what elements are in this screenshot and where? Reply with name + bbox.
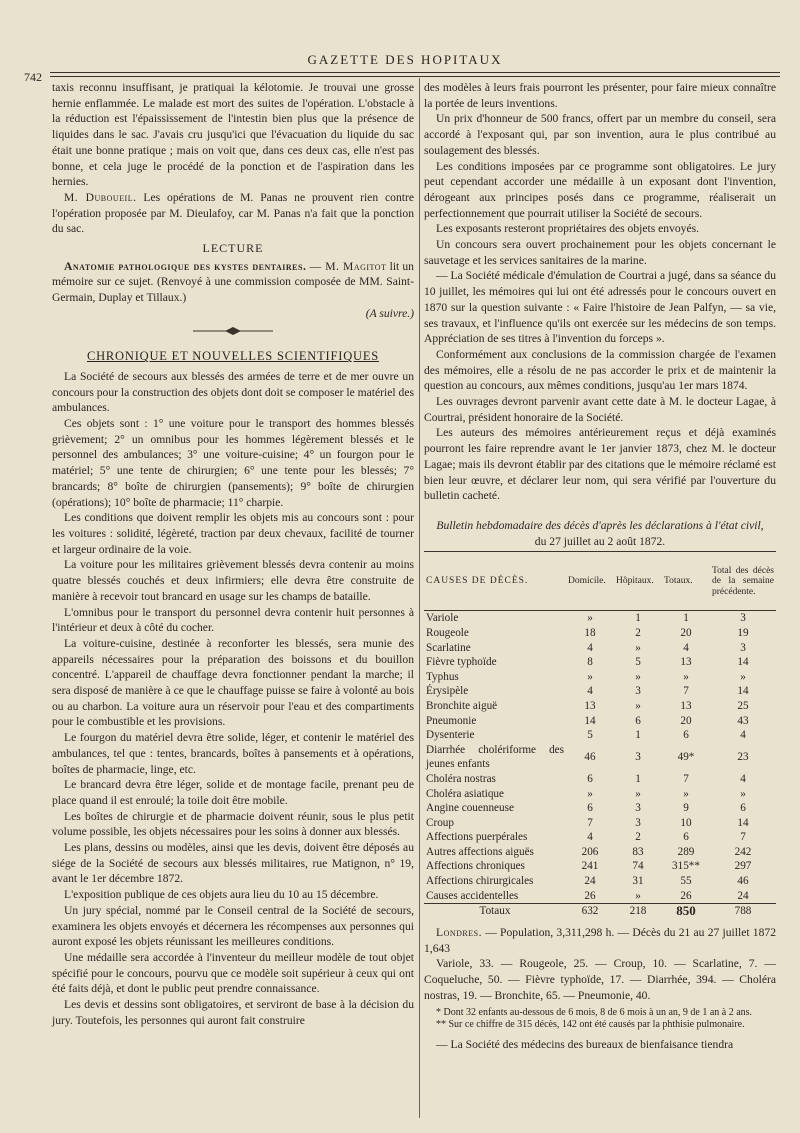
footnote: ** Sur ce chiffre de 315 décès, 142 ont été causés par la phthisie pulmonaire. xyxy=(436,1019,745,1031)
page-number: 742 xyxy=(24,70,42,84)
table-total-row xyxy=(424,904,776,919)
table-row xyxy=(424,655,776,670)
table-cell: 1 xyxy=(683,612,689,625)
paragraph: des modèles à leurs frais pourront les présenter, pour faire mieux connaître la portée de leurs inventions. xyxy=(424,81,776,110)
table-cell: 19 xyxy=(737,626,749,639)
paragraph: Une médaille sera accordée à l'inventeur du meilleur modèle de tout objet spécifié pour le concours, pourvu que ce modèle soit supérieur à ceux qui ont été faits déjà, et dont le public peut prendre connaissance. xyxy=(52,950,414,996)
table-cell: » xyxy=(587,787,593,800)
table-cell: Affections chirurgicales xyxy=(426,875,534,888)
running-header xyxy=(40,52,770,72)
table-cell: 20 xyxy=(680,626,692,639)
table-cell: 3 xyxy=(740,641,746,654)
footnote: * Dont 32 enfants au-dessous de 6 mois, 8 de 6 mois à un an, 9 de 1 an à 2 ans. xyxy=(436,1007,753,1019)
table-cell: 1 xyxy=(635,612,641,625)
table-cell: Affections chroniques xyxy=(426,860,525,873)
table-cell: 850 xyxy=(662,904,710,919)
right-column xyxy=(424,80,776,1053)
table-cell: 3 xyxy=(740,612,746,625)
lecture-title: Anatomie pathologique des kystes dentaires. xyxy=(64,259,307,273)
table-cell: 9 xyxy=(683,802,689,815)
table-row xyxy=(424,670,776,685)
table-row xyxy=(424,714,776,729)
table-cell: 6 xyxy=(587,772,593,785)
table-cell: Scarlatine xyxy=(426,641,471,654)
table-row xyxy=(424,699,776,714)
table-cell: 6 xyxy=(683,831,689,844)
paragraph-londres xyxy=(424,925,776,956)
table-row xyxy=(424,801,776,816)
bulletin-date: du 27 juillet au 2 août 1872. xyxy=(534,534,666,548)
city-label: Londres. xyxy=(436,925,482,939)
table-cell: 7 xyxy=(587,816,593,829)
paragraph xyxy=(52,259,414,306)
table-cell: 26 xyxy=(680,889,692,902)
table-cell: 6 xyxy=(683,729,689,742)
table-cell: 2 xyxy=(635,831,641,844)
table-cell: 297 xyxy=(734,860,752,873)
column-header: CAUSES DE DÉCÈS. xyxy=(424,552,566,611)
table-cell: 206 xyxy=(581,845,599,858)
table-cell: » xyxy=(635,787,641,800)
table-row xyxy=(424,859,776,874)
table-cell: 13 xyxy=(680,699,692,712)
table-cell: » xyxy=(587,670,593,683)
table-cell: 3 xyxy=(635,816,641,829)
table-cell: 13 xyxy=(584,699,596,712)
paragraph: Un prix d'honneur de 500 francs, offert par un membre du conseil, sera accordé à l'exposant qui, par son invention, aura le plus contribué au soulagement des blessés. xyxy=(424,112,776,157)
table-cell: Pneumonie xyxy=(426,714,477,727)
column-header: Total des décès de la semaine précédente. xyxy=(710,552,776,611)
header-rule-double xyxy=(50,76,780,77)
paragraph: Le fourgon du matériel devra être solide, léger, et contenir le matériel des ambulances, tel que : tentes, brancards, boîtes à pansements et à opérations, boîtes de pharmacie, linge, etc. xyxy=(52,731,414,776)
table-cell: 55 xyxy=(680,875,692,888)
paragraph-text: Les opérations de M. Panas ne prouvent rien contre l'opération proposée par M. Dieulafoy, car M. Panas n'a fait que la ponction du sac. xyxy=(52,190,414,236)
speaker-name: M. Duboueil. xyxy=(64,190,137,204)
table-cell: Affections puerpérales xyxy=(426,831,528,844)
table-cell: 49* xyxy=(677,751,695,764)
table-cell: 8 xyxy=(587,656,593,669)
paragraph: Les conditions imposées par ce programme sont obligatoires. Le jury peut cependant accorder une médaille à un exposant dont l'invention, dérogeant aux principes posés dans ce programme, réaliserait un perfectionnement que pourrait utiliser la Société de secours. xyxy=(424,159,776,220)
paragraph: taxis reconnu insuffisant, je pratiquai la kélotomie. Je trouvai une grosse hernie enflammée. Le malade est mort des suites de l'opération. L'obstacle à la réduction est l'épaississement de l'intestin bien plus que la présence de liquides dans le sac. J'avais cru jusqu'ici que l'évacuation du liquide du sac était une bonne pratique ; mais on voit que, dans ces deux cas, elle n'est pas bonne, et cela juge le procédé de la ponction et de l'aspiration dans les hernies. xyxy=(52,81,414,189)
table-cell: » xyxy=(683,670,689,683)
speaker-name: — M. Magitot xyxy=(309,259,387,273)
paragraph: Un jury spécial, nommé par le Conseil central de la Société de secours, examinera les objets envoyés et décernera les récompenses aux personnes qui auront exposé les objets réunissant les meilleures conditions. xyxy=(52,903,414,949)
table-row xyxy=(424,830,776,845)
table-cell: » xyxy=(635,889,641,902)
table-cell: » xyxy=(635,641,641,654)
paragraph: Conformément aux conclusions de la commission chargée de l'examen des mémoires, elle a résolu de ne pas accorder le prix et de maintenir la question au concours, aux mêmes conditions, jusqu'au 1er mars 1874. xyxy=(424,347,776,393)
table-cell: 289 xyxy=(677,845,695,858)
mortality-table xyxy=(424,551,776,918)
table-cell: 18 xyxy=(584,626,596,639)
paragraph: Les boîtes de chirurgie et de pharmacie doivent réunir, sous le plus petit volume possible, les objets nécessaires pour les soins à donner aux blessés. xyxy=(52,809,414,839)
table-cell: 1 xyxy=(635,772,641,785)
paragraph: Les ouvrages devront parvenir avant cette date à M. le docteur Lagae, à Courtrai, président honoraire de la Société. xyxy=(424,395,776,424)
table-cell: Érysipèle xyxy=(426,685,469,698)
paragraph: — La Société médicale d'émulation de Courtrai a jugé, dans sa séance du 10 juillet, les mémoires qui lui ont été adressés pour le concours ouvert en 1870 sur la question suivante : « Faire l'histoire de Jean Palfyn, — sa vie, ses travaux, et l'influence qu'ils ont exercée sur les médecins de son temps. Appréciation de ses titres à l'invention du forceps ». xyxy=(424,269,776,346)
table-cell: Variole xyxy=(426,612,459,625)
table-cell: 25 xyxy=(737,699,749,712)
table-cell: Bronchite aiguë xyxy=(426,699,498,712)
table-row xyxy=(424,611,776,626)
table-cell: 43 xyxy=(737,714,749,727)
table-cell: Angine couenneuse xyxy=(426,802,514,815)
paragraph: Un concours sera ouvert prochainement pour les objets concernant le sauvetage et les services sanitaires de la marine. xyxy=(424,238,776,267)
to-be-continued: (A suivre.) xyxy=(365,306,414,320)
journal-title: GAZETTE DES HOPITAUX xyxy=(307,52,503,67)
fleuron-icon xyxy=(193,327,273,335)
table-cell: 2 xyxy=(635,626,641,639)
table-cell: 14 xyxy=(584,714,596,727)
paragraph: Les plans, dessins ou modèles, ainsi que les devis, doivent être déposés au siége de la Société de secours aux blessés militaires, rue Matignon, n° 19, avant le 1er décembre 1872. xyxy=(52,841,414,886)
table-row xyxy=(424,874,776,889)
paragraph: Les exposants resteront propriétaires des objets envoyés. xyxy=(436,222,700,236)
table-row xyxy=(424,641,776,656)
paragraph: — La Société des médecins des bureaux de bienfaisance tiendra xyxy=(436,1038,734,1052)
table-cell: 3 xyxy=(635,751,641,764)
table-cell: 74 xyxy=(632,860,644,873)
table-cell: 31 xyxy=(632,875,644,888)
table-cell: Croup xyxy=(426,816,454,829)
table-cell: 6 xyxy=(587,802,593,815)
table-header-row xyxy=(424,552,776,611)
table-cell: Causes accidentelles xyxy=(426,889,519,902)
table-cell: 4 xyxy=(587,641,593,654)
table-row xyxy=(424,728,776,743)
table-cell: 788 xyxy=(710,904,776,919)
fleuron-ornament xyxy=(52,324,414,340)
table-cell: Rougeole xyxy=(426,626,469,639)
table-cell: 242 xyxy=(734,845,752,858)
table-cell: » xyxy=(740,787,746,800)
table-cell: Diarrhée cholériforme des jeunes enfants xyxy=(426,743,564,771)
table-cell: 14 xyxy=(737,816,749,829)
left-column xyxy=(52,80,414,1028)
table-cell: 4 xyxy=(740,772,746,785)
table-cell: Fièvre typhoïde xyxy=(426,656,497,669)
paragraph xyxy=(52,190,414,237)
table-row xyxy=(424,772,776,787)
table-cell: 7 xyxy=(740,831,746,844)
table-cell: 3 xyxy=(635,685,641,698)
table-row xyxy=(424,816,776,831)
paragraph: La Société de secours aux blessés des armées de terre et de mer ouvre un concours pour la construction des objets dont doit se composer le matériel des ambulances. xyxy=(52,369,414,415)
table-cell: » xyxy=(587,612,593,625)
column-header: Domicile. xyxy=(566,552,614,611)
table-cell: 7 xyxy=(683,685,689,698)
table-row xyxy=(424,684,776,699)
table-cell: 7 xyxy=(683,772,689,785)
table-cell: » xyxy=(683,787,689,800)
table-cell: Typhus xyxy=(426,670,459,683)
paragraph: Les auteurs des mémoires antérieurement reçus et déjà examinés pourront les faire reprendre avant le 1er janvier 1873, chez M. le docteur Lagae; mais ils devront établir par des citations que le mémoire réclamé est bien leur œuvre, et déclarer leur nom, qui sera vérifié par l'ouverture du bulletin cacheté. xyxy=(424,426,776,503)
table-row xyxy=(424,845,776,860)
table-cell: 4 xyxy=(683,641,689,654)
table-cell: 26 xyxy=(584,889,596,902)
paragraph: Les devis et dessins sont obligatoires, et serviront de base à la décision du jury. Toutefois, les personnes qui auront fait construire xyxy=(52,998,414,1027)
column-separator xyxy=(419,78,420,1118)
table-cell: » xyxy=(635,699,641,712)
paragraph: L'exposition publique de ces objets aura lieu du 10 au 15 décembre. xyxy=(64,888,379,902)
table-cell: 1 xyxy=(635,729,641,742)
table-cell: 5 xyxy=(587,729,593,742)
table-cell: » xyxy=(740,670,746,683)
section-heading-chronique: CHRONIQUE ET NOUVELLES SCIENTIFIQUES xyxy=(86,349,380,364)
table-cell: Choléra asiatique xyxy=(426,787,504,800)
table-cell: 6 xyxy=(635,714,641,727)
table-cell: 46 xyxy=(737,875,749,888)
table-cell: 14 xyxy=(737,685,749,698)
paragraph: Le brancard devra être léger, solide et de montage facile, prenant peu de place quand il est enroulé; la toile doit être mobile. xyxy=(52,778,414,807)
paragraph: Les conditions que doivent remplir les objets mis au concours sont : pour les voitures : solidité, légèreté, traction par deux chevaux, facilité de tourner et largeur ordinaire de la voie. xyxy=(52,511,414,556)
paragraph: L'omnibus pour le transport du personnel devra contenir huit personnes à l'intérieur et deux à côté du cocher. xyxy=(52,605,414,635)
table-cell: 4 xyxy=(740,729,746,742)
table-row xyxy=(424,743,776,772)
paragraph: La voiture pour les militaires grièvement blessés devra contenir au moins quatre blessés couchés et deux infirmiers; elle devra être construite de manière à recevoir tout brancard en usage sur les champs de bataille. xyxy=(52,558,414,603)
table-cell: 20 xyxy=(680,714,692,727)
table-cell: 5 xyxy=(635,656,641,669)
table-cell: 23 xyxy=(737,751,749,764)
table-cell: 10 xyxy=(680,816,692,829)
paragraph: La voiture-cuisine, destinée à reconforter les blessés, sera munie des appareils nécessaires pour la préparation des boissons et du bouillon concentré. L'appareil de chauffage devra fonctionner pendant la marche; il sera disposé de manière à ce que le chauffage puisse se faire à volonté au bois ou au charbon. La voiture aura un réservoir pour l'eau et des compartiments pour le combustible et les provisions. xyxy=(52,636,414,729)
table-body xyxy=(424,611,776,919)
london-total: 1,643 xyxy=(424,941,451,955)
table-cell: 46 xyxy=(584,751,596,764)
table-cell: 14 xyxy=(737,656,749,669)
column-header: Hôpitaux. xyxy=(614,552,662,611)
paragraph: Ces objets sont : 1° une voiture pour le transport des hommes blessés grièvement; 2° un omnibus pour les hommes légèrement blessés et le personnel des ambulances; 3° une voiture-cuisine; 4° un fourgon pour le matériel; 5° une tente de chirurgien; 6° une tente pour les blessés; 7° brancards; 8° boîte de chirurgien (pansements); 9° boîte de chirurgien (opérations); 10° boîte de pharmacie; 11° charpie. xyxy=(52,417,414,509)
table-cell: 3 xyxy=(635,802,641,815)
paragraph: Variole, 33. — Rougeole, 25. — Croup, 10. — Scarlatine, 7. — Coqueluche, 50. — Fièvre typhoïde, 17. — Diarrhée, 394. — Choléra nostras, 19. — Bronchite, 65. — Pneumonie, 40. xyxy=(424,957,776,1002)
column-header: Totaux. xyxy=(662,552,710,611)
table-row xyxy=(424,889,776,904)
bulletin-title: Bulletin hebdomadaire des décès d'après les déclarations à l'état civil, xyxy=(436,518,764,532)
table-cell: Dysenterie xyxy=(426,729,475,742)
table-cell: 218 xyxy=(614,904,662,919)
table-cell: 13 xyxy=(680,656,692,669)
paragraph-text: lit un mémoire sur ce sujet. (Renvoyé à une commission composée de MM. Saint-Germain, Duplay et Tillaux.) xyxy=(52,259,414,305)
table-cell: 4 xyxy=(587,685,593,698)
section-heading-lecture: LECTURE xyxy=(202,241,264,256)
table-row xyxy=(424,626,776,641)
table-cell: Autres affections aiguës xyxy=(426,845,534,858)
table-cell: 315** xyxy=(672,860,700,873)
table-cell: Choléra nostras xyxy=(426,772,496,785)
header-rule xyxy=(50,72,780,73)
table-cell: 632 xyxy=(566,904,614,919)
table-cell: 24 xyxy=(737,889,749,902)
table-cell: 83 xyxy=(632,845,644,858)
paragraph-text: — Population, 3,311,298 h. — Décès du 21 au 27 juillet 1872 xyxy=(485,925,776,939)
table-row xyxy=(424,787,776,802)
table-cell: 4 xyxy=(587,831,593,844)
table-cell: Totaux xyxy=(424,904,566,919)
table-cell: 24 xyxy=(584,875,596,888)
table-cell: » xyxy=(635,670,641,683)
table-cell: 6 xyxy=(740,802,746,815)
table-cell: 241 xyxy=(581,860,599,873)
